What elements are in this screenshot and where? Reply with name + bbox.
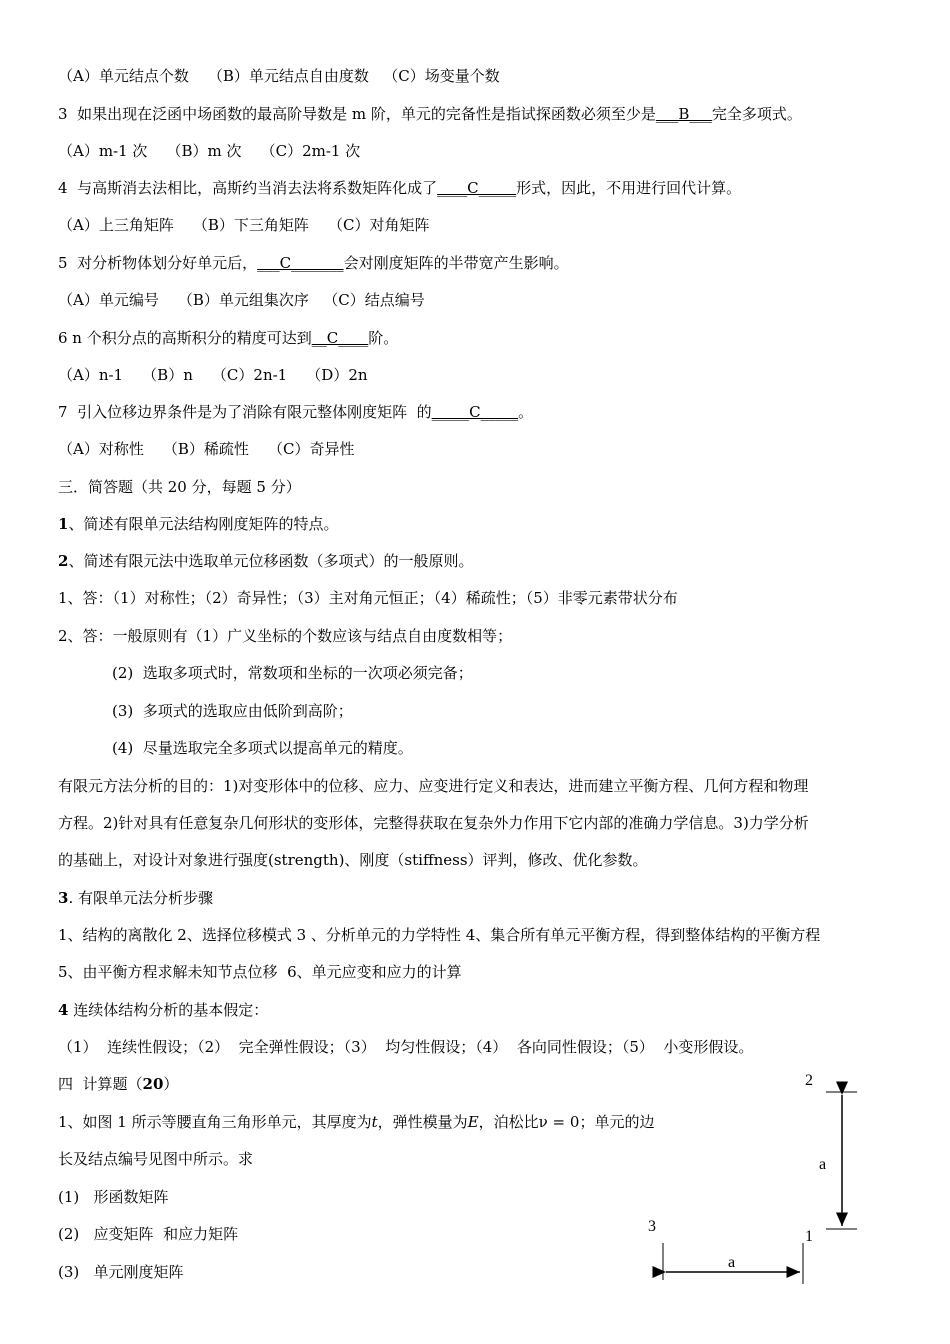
q3-answer: ___B___ [655,105,712,123]
calc-item-1: (1) 形函数矩阵 [58,1188,169,1206]
purpose-line-2: 方程。2)针对具有任意复杂几何形状的变形体，完整得获取在复杂外力作用下它内部的准确力学信息。3)力学分析 [58,814,809,832]
q6-options: （A）n-1 （B）n （C）2n-1 （D）2n [58,366,368,384]
calc-item-3: (3) 单元刚度矩阵 [58,1263,184,1281]
sa-answer-2: 2、答：一般原则有（1）广义坐标的个数应该与结点自由度数相等； [58,627,513,645]
calc-q1-line-1: 1、如图 1 所示等腰直角三角形单元，其厚度为t，弹性模量为E，泊松比ν = 0；单元的边 [58,1113,655,1131]
q3-stem: 3 如果出现在泛函中场函数的最高阶导数是 m 阶，单元的完备性是指试探函数必须至少是___B___完全多项式。 [58,105,802,123]
assumptions-heading: 4 连续体结构分析的基本假定： [58,1001,269,1019]
assumptions-list: （1） 连续性假设；（2） 完全弹性假设；（3） 均匀性假设；（4） 各向同性假设；（5） 小变形假设。 [58,1038,754,1056]
q4-options: （A）上三角矩阵 （B）下三角矩阵 （C）对角矩阵 [58,216,430,234]
q3-options: （A）m-1 次 （B）m 次 （C）2m-1 次 [58,142,361,160]
q5-options: （A）单元编号 （B）单元组集次序 （C）结点编号 [58,291,425,309]
node-3-label: 3 [648,1218,656,1235]
node-2-label: 2 [805,1072,813,1089]
vertical-a-label: a [819,1156,827,1173]
purpose-line-3: 的基础上，对设计对象进行强度(strength)、刚度（stiffness）评判，修改、优化参数。 [58,851,648,869]
sa-answer-2-item-4: (4) 尽量选取完全多项式以提高单元的精度。 [112,739,413,757]
steps-line-1: 1、结构的离散化 2、选择位移模式 3 、分析单元的力学特性 4、集合所有单元平衡方程，得到整体结构的平衡方程 [58,926,821,944]
calc-item-2: (2) 应变矩阵 和应力矩阵 [58,1225,239,1243]
q7-stem: 7 引入位移边界条件是为了消除有限元整体刚度矩阵 的_____C_____。 [58,403,534,421]
section-4-heading: 四 计算题（20） [58,1075,179,1093]
horizontal-a-label: a [728,1254,736,1271]
q6-stem: 6 n 个积分点的高斯积分的精度可达到__C____阶。 [58,329,399,347]
sa-question-1: 1、简述有限单元法结构刚度矩阵的特点。 [58,515,339,533]
q2-options: （A）单元结点个数 （B）单元结点自由度数 （C）场变量个数 [58,67,500,85]
q4-stem: 4 与高斯消去法相比，高斯约当消去法将系数矩阵化成了____C_____形式，因此，不用进行回代计算。 [58,179,742,197]
q5-answer: ___C_______ [257,254,344,272]
purpose-line-1: 有限元方法分析的目的：1)对变形体中的位移、应力、应变进行定义和表达，进而建立平衡方程、几何方程和物理 [58,777,809,795]
section-3-heading: 三．简答题（共 20 分，每题 5 分） [58,478,301,496]
calc-q1-line-2: 长及结点编号见图中所示。求 [58,1150,254,1168]
steps-heading: 3. 有限单元法分析步骤 [58,889,213,907]
q7-options: （A）对称性 （B）稀疏性 （C）奇异性 [58,440,355,458]
steps-line-2: 5、由平衡方程求解未知节点位移 6、单元应变和应力的计算 [58,963,462,981]
q6-answer: __C____ [311,329,369,347]
node-1-label: 1 [805,1228,813,1245]
sa-answer-2-item-2: (2) 选取多项式时，常数项和坐标的一次项必须完备； [112,664,473,682]
sa-question-2: 2、简述有限元法中选取单元位移函数（多项式）的一般原则。 [58,552,474,570]
sa-answer-2-item-3: (3) 多项式的选取应由低阶到高阶； [112,702,353,720]
sa-answer-1: 1、答：（1）对称性；（2）奇异性；（3）主对角元恒正；（4）稀疏性；（5）非零元素带状分布 [58,589,678,607]
q4-answer: ____C_____ [437,179,517,197]
q5-stem: 5 对分析物体划分好单元后，___C_______会对刚度矩阵的半带宽产生影响。 [58,254,569,272]
q7-answer: _____C_____ [431,403,519,421]
